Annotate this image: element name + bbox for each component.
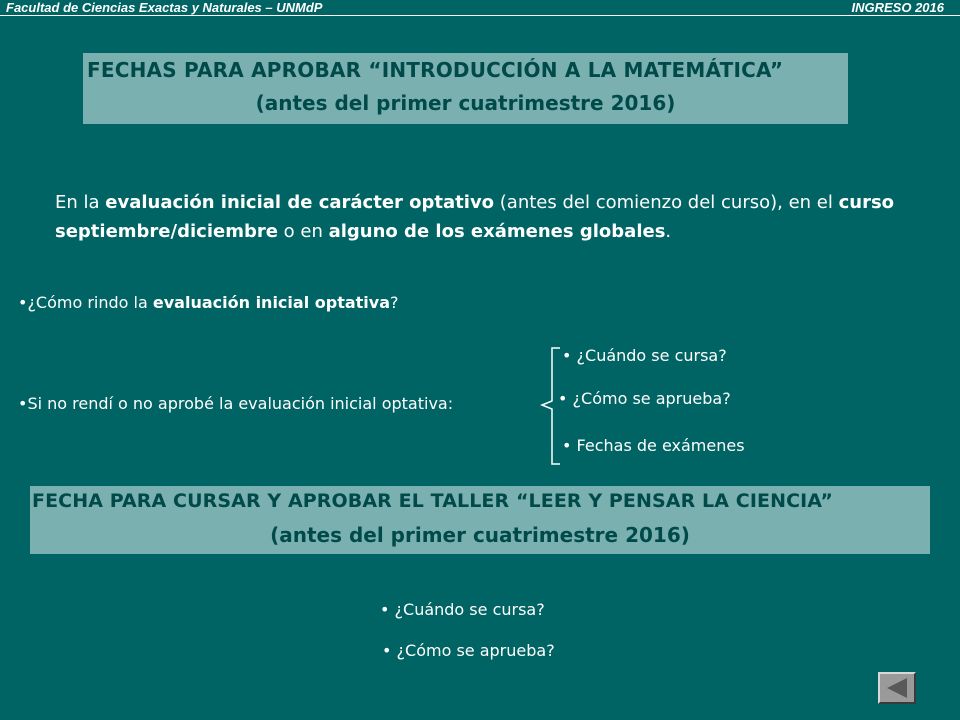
link-taller-cuando-cursa[interactable]: • ¿Cuándo se cursa?	[380, 600, 545, 619]
intro-bold-2: curso septiembre/diciembre	[55, 192, 895, 242]
faculty-name: Facultad de Ciencias Exactas y Naturales – UNMdP	[6, 0, 323, 15]
taller-dates-banner	[30, 486, 930, 554]
link-taller-como-aprueba[interactable]: • ¿Cómo se aprueba?	[382, 641, 555, 660]
intro-text-2: (antes del comienzo del curso), en el	[494, 192, 839, 213]
back-button[interactable]	[878, 672, 916, 704]
intro-text-1: En la	[55, 192, 106, 213]
intro-text-4: .	[665, 221, 672, 242]
link-math-cuando-cursa[interactable]: • ¿Cuándo se cursa?	[562, 346, 727, 365]
intro-paragraph	[55, 188, 935, 246]
link-eval-prefix: •¿Cómo rindo la	[18, 293, 153, 312]
link-math-fechas-examenes[interactable]: • Fechas de exámenes	[562, 436, 745, 455]
slide-header	[0, 0, 960, 16]
intro-text-3: o en	[277, 221, 329, 242]
link-eval-bold: evaluación inicial optativa	[152, 293, 390, 312]
link-math-como-aprueba[interactable]: • ¿Cómo se aprueba?	[558, 389, 731, 408]
taller-banner-title: FECHA PARA CURSAR Y APROBAR EL TALLER “LEER Y PENSAR LA CIENCIA”	[32, 490, 833, 512]
link-eval-suffix: ?	[390, 293, 399, 312]
ingreso-label: INGRESO 2016	[851, 0, 944, 15]
taller-banner-subtitle: (antes del primer cuatrimestre 2016)	[270, 523, 690, 547]
link-eval-inicial[interactable]	[18, 293, 399, 312]
intro-bold-3: alguno de los exámenes globales	[328, 221, 666, 242]
not-passed-label: •Si no rendí o no aprobé la evaluación inicial optativa:	[18, 394, 454, 413]
math-banner-subtitle: (antes del primer cuatrimestre 2016)	[255, 91, 676, 115]
triangle-left-icon	[883, 676, 911, 700]
intro-bold-1: evaluación inicial de carácter optativo	[105, 192, 495, 213]
math-banner-title: FECHAS PARA APROBAR “INTRODUCCIÓN A LA MATEMÁTICA”	[87, 58, 784, 82]
header-divider	[0, 15, 960, 16]
math-dates-banner	[83, 53, 848, 124]
